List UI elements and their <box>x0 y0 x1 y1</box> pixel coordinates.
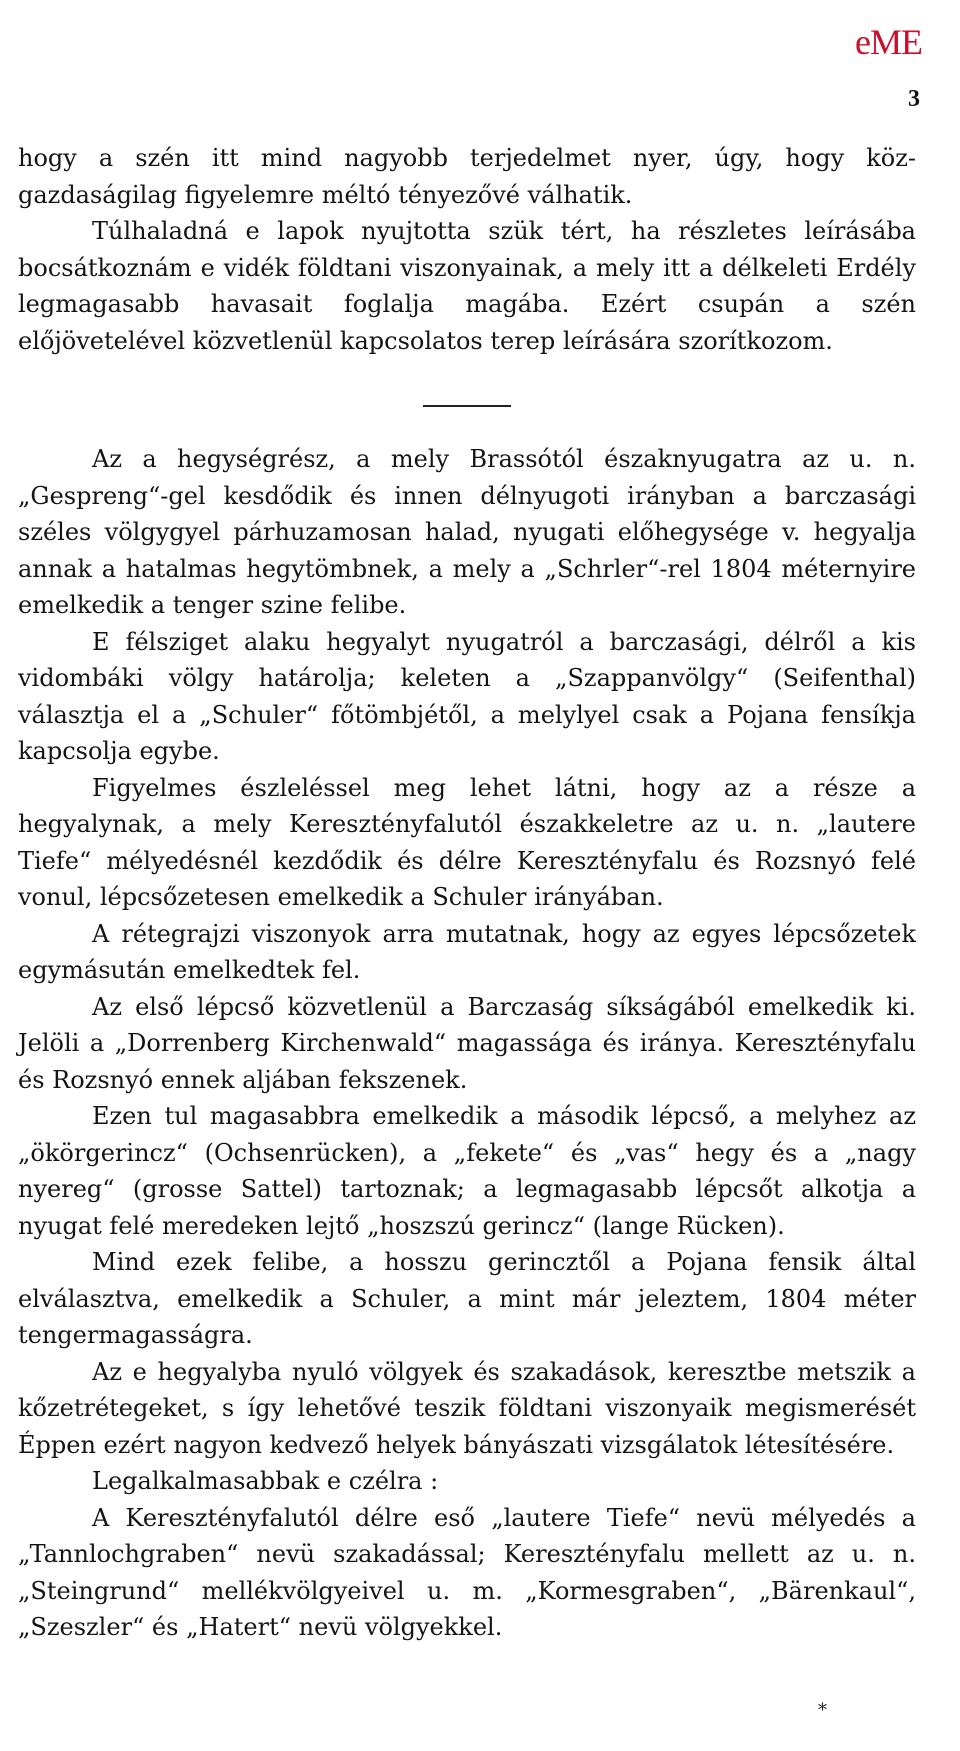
paragraph: Legalkalmasabbak e czélra : <box>92 1467 439 1495</box>
stamp-text: eME <box>855 22 922 62</box>
paragraph: Túlhaladná e lapok nyujtotta szük tért, ha részletes leírásába bocsátkoznám e vidék földtani viszonyainak, a mely itt a délkeleti Erdély legmagasabb havasait foglalja magába. Ezért csupán a szén előjövetelével közvetlenül kapcsolatos terep leírására szorítkozom. <box>18 217 916 355</box>
section-divider <box>423 405 511 407</box>
paragraph: Az első lépcső közvetlenül a Barczaság síkságából emelkedik ki. Jelöli a „Dorrenberg Kirchenwald“ magassága és iránya. Keresztényfalu és Rozsnyó ennek aljában fekszenek. <box>18 992 916 1094</box>
paragraph: Az a hegységrész, a mely Brassótól északnyugatra az u. n. „Gespreng“-gel kesdődik és innen délnyugoti irányban a barczasági széles völgygyel párhuzamosan halad, nyugati előhegysége v. hegyalja annak a hatalmas hegytömbnek, a mely a „Schrler“-rel 1804 méternyire emelkedik a tenger szine felibe. <box>18 445 916 619</box>
paragraph: E félsziget alaku hegyalyt nyugatról a barczasági, délről a kis vidombáki völgy határolja; keleten a „Szappanvölgy“ (Seifenthal) választja el a „Schuler“ főtömbjétől, a melylyel csak a Pojana fensíkja kapcsolja egybe. <box>18 627 916 765</box>
paragraph: Ezen tul magasabbra emelkedik a második lépcső, a melyhez az „ökörgerincz“ (Ochsenrücken), a „fekete“ és „vas“ hegy és a „nagy nyereg“ (grosse Sattel) tartoznak; a legmagasabb lépcsőt alkotja a nyugat felé meredeken lejtő „hoszszú gerincz“ (lange Rücken). <box>18 1102 916 1240</box>
paragraph: Mind ezek felibe, a hosszu gerincztől a Pojana fensik által elválasztva, emelkedik a Schuler, a mint már jeleztem, 1804 méter tengermagasságra. <box>18 1248 916 1349</box>
paragraph: Figyelmes észleléssel meg lehet látni, hogy az a része a hegyalynak, a mely Keresztényfalutól északkeletre az u. n. „lautere Tiefe“ mélyedésnél kezdődik és délre Keresztényfalu és Rozsnyó felé vonul, lépcsőzetesen emelkedik a Schuler irányában. <box>18 773 916 911</box>
paragraph: A rétegrajzi viszonyok arra mutatnak, hogy az egyes lépcsőzetek egymásután emelkedtek fel. <box>18 919 916 984</box>
body-text <box>18 140 916 1646</box>
paragraph: A Keresztényfalutól délre eső „lautere Tiefe“ nevü mélyedés a „Tannlochgraben“ nevü szakadással; Keresztényfalu mellett az u. n. „Steingrund“ mellékvölgyeivel u. m. „Kormesgraben“, „Bärenkaul“, „Szeszler“ és „Hatert“ nevü völgyekkel. <box>18 1503 916 1641</box>
paragraph: Az e hegyalyba nyuló völgyek és szakadások, keresztbe metszik a kőzetrétegeket, s így lehetővé teszik földtani viszonyaik megismerését Éppen ezért nagyon kedvező helyek bányászati vizsgálatok létesítésére. <box>18 1357 916 1459</box>
paragraph: hogy a szén itt mind nagyobb terjedelmet nyer, úgy, hogy közgazdaságilag figyelemre méltó tényezővé válhatik. <box>18 144 916 209</box>
library-stamp <box>855 14 922 65</box>
footer-mark: * <box>818 1700 827 1721</box>
page-number: 3 <box>908 86 920 112</box>
